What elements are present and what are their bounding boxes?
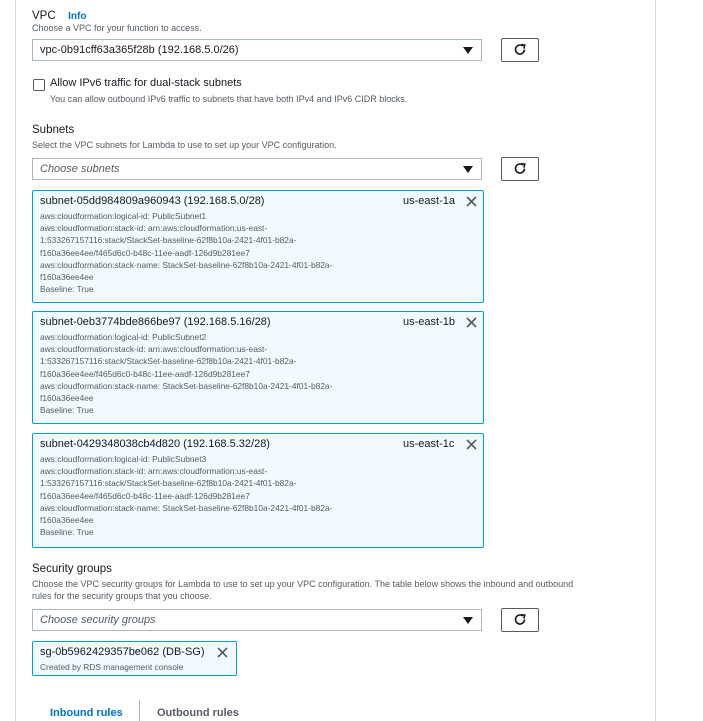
vpc-refresh-button[interactable] <box>501 38 539 62</box>
panel-right-border <box>655 0 656 721</box>
security-group-token <box>32 641 237 676</box>
subnet-tag-line: Baseline: True <box>40 284 94 295</box>
subnet-tag-line: f160a36ee4ee/f465d6c0-b48c-11ee-aadf-126d9b281ee7 <box>40 490 250 501</box>
subnet-tag-line: 1:533267157116:stack/StackSet-baseline-62f8b10a-2421-4f01-b82a- <box>40 478 297 489</box>
vpc-label: VPC <box>32 10 56 22</box>
subnet-tag-line: f160a36ee4ee/f465d6c0-b48c-11ee-aadf-126d9b281ee7 <box>40 247 250 258</box>
subnets-placeholder: Choose subnets <box>40 163 120 175</box>
subnet-tag-line: aws:cloudformation:stack-id: arn:aws:cloudformation:us-east- <box>40 223 268 234</box>
subnet-token-tags <box>40 453 400 538</box>
subnet-tag-line: 1:533267157116:stack/StackSet-baseline-62f8b10a-2421-4f01-b82a- <box>40 356 297 367</box>
subnet-tag-line: Baseline: True <box>40 527 94 538</box>
vpc-info-link[interactable]: Info <box>68 11 87 22</box>
close-icon[interactable] <box>466 317 477 328</box>
refresh-icon <box>513 162 527 176</box>
subnet-token-title: subnet-05dd984809a960943 (192.168.5.0/28) <box>40 195 265 207</box>
vpc-description: Choose a VPC for your function to access. <box>32 23 202 33</box>
subnet-tag-line: aws:cloudformation:stack-name: StackSet-baseline-62f8b10a-2421-4f01-b82a- <box>40 502 333 513</box>
subnets-refresh-button[interactable] <box>501 157 539 181</box>
subnet-tag-line: aws:cloudformation:stack-id: arn:aws:cloudformation:us-east- <box>40 344 268 355</box>
subnets-description: Select the VPC subnets for Lambda to use to set up your VPC configuration. <box>32 140 337 150</box>
security-groups-select[interactable] <box>32 609 482 631</box>
subnet-token-tags <box>40 331 400 416</box>
ipv6-checkbox[interactable] <box>33 79 45 91</box>
subnet-token <box>32 311 484 424</box>
tab-inbound-rules[interactable]: Inbound rules <box>50 707 123 719</box>
security-group-token-title: sg-0b5962429357be062 (DB-SG) <box>40 646 205 658</box>
panel-left-border <box>15 0 16 721</box>
subnet-tag-line: aws:cloudformation:stack-id: arn:aws:cloudformation:us-east- <box>40 466 268 477</box>
vpc-selected-value: vpc-0b91cff63a365f28b (192.168.5.0/26) <box>40 44 239 56</box>
subnets-label: Subnets <box>32 124 75 136</box>
close-icon[interactable] <box>466 196 477 207</box>
subnet-tag-line: 1:533267157116:stack/StackSet-baseline-62f8b10a-2421-4f01-b82a- <box>40 235 297 246</box>
ipv6-description: You can allow outbound IPv6 traffic to subnets that have both IPv4 and IPv6 CIDR blocks. <box>50 94 408 104</box>
security-groups-refresh-button[interactable] <box>501 608 539 632</box>
subnet-tag-line: aws:cloudformation:logical-id: PublicSubnet1 <box>40 211 207 221</box>
subnet-token-az: us-east-1a <box>403 195 455 207</box>
subnet-tag-line: Baseline: True <box>40 405 94 416</box>
caret-down-icon <box>463 166 473 173</box>
subnet-token-title: subnet-0eb3774bde866be97 (192.168.5.16/28) <box>40 316 271 328</box>
subnet-tag-line: f160a36ee4ee <box>40 515 94 526</box>
refresh-icon <box>513 43 527 57</box>
subnet-token-az: us-east-1c <box>403 438 455 450</box>
subnet-tag-line: aws:cloudformation:logical-id: PublicSubnet3 <box>40 454 207 464</box>
refresh-icon <box>513 613 527 627</box>
vpc-header <box>32 6 86 24</box>
vpc-select[interactable] <box>32 39 482 61</box>
security-groups-description-line2: rules for the security groups that you choose. <box>32 591 212 601</box>
subnet-tag-line: aws:cloudformation:stack-name: StackSet-baseline-62f8b10a-2421-4f01-b82a- <box>40 380 333 391</box>
tab-divider <box>139 700 140 721</box>
ipv6-label: Allow IPv6 traffic for dual-stack subnets <box>50 77 242 89</box>
security-groups-description-line1: Choose the VPC security groups for Lambda to use to set up your VPC configuration. The table below shows the inbound and outbound <box>32 579 574 589</box>
subnet-tag-line: f160a36ee4ee <box>40 393 94 404</box>
subnet-token-title: subnet-0429348038cb4d820 (192.168.5.32/28) <box>40 438 270 450</box>
subnet-tag-line: aws:cloudformation:logical-id: PublicSubnet2 <box>40 332 207 342</box>
subnet-token <box>32 190 484 303</box>
security-groups-label: Security groups <box>32 563 112 575</box>
subnets-select[interactable] <box>32 158 482 180</box>
security-groups-placeholder: Choose security groups <box>40 614 156 626</box>
caret-down-icon <box>463 47 473 54</box>
caret-down-icon <box>463 617 473 624</box>
tab-outbound-rules[interactable]: Outbound rules <box>157 707 239 719</box>
close-icon[interactable] <box>217 647 228 658</box>
security-group-token-description: Created by RDS management console <box>40 662 184 672</box>
subnet-tag-line: f160a36ee4ee/f465d6c0-b48c-11ee-aadf-126d9b281ee7 <box>40 368 250 379</box>
close-icon[interactable] <box>466 439 477 450</box>
subnet-token-tags <box>40 210 400 295</box>
subnet-tag-line: f160a36ee4ee <box>40 272 94 283</box>
subnet-token-az: us-east-1b <box>403 316 455 328</box>
subnet-tag-line: aws:cloudformation:stack-name: StackSet-baseline-62f8b10a-2421-4f01-b82a- <box>40 259 333 270</box>
subnet-token <box>32 433 484 548</box>
